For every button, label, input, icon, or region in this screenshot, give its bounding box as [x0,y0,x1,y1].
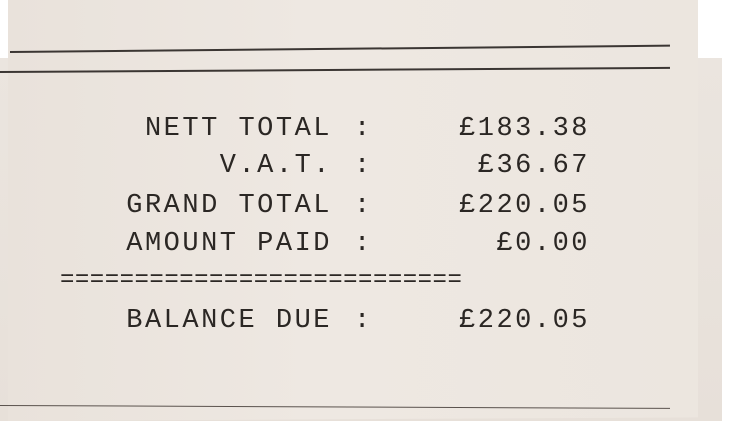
grand-total-value: £220.05 [459,191,590,221]
amount-paid-colon: : [354,229,373,259]
vat-row [0,151,750,187]
balance-due-colon: : [354,306,373,336]
vat-label: V.A.T. [219,151,332,181]
vat-colon: : [354,151,373,181]
amount-paid-row [0,229,750,265]
amount-paid-value: £0.00 [496,229,590,259]
balance-due-value: £220.05 [459,306,590,336]
nett-total-value: £183.38 [459,114,590,144]
nett-total-row [0,114,750,150]
grand-total-row [0,191,750,227]
nett-total-colon: : [354,114,373,144]
amount-paid-label: AMOUNT PAID [126,229,332,259]
vat-value: £36.67 [477,151,590,181]
grand-total-label: GRAND TOTAL [126,191,332,221]
grand-total-colon: : [354,191,373,221]
double-line-separator: =========================== [60,267,463,294]
balance-due-row [0,306,750,342]
balance-due-label: BALANCE DUE [126,306,332,336]
nett-total-label: NETT TOTAL [144,114,332,144]
